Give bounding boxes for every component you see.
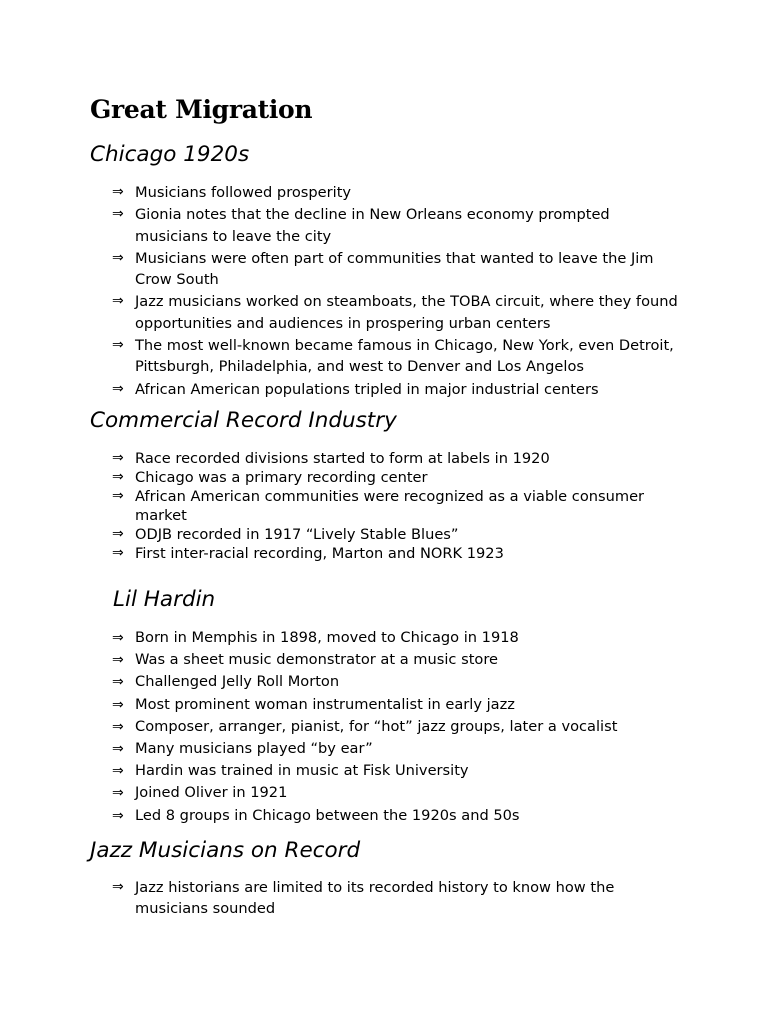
double-arrow-bullet-icon: ⇒ — [112, 741, 124, 758]
list-item: ⇒ Many musicians played “by ear” — [112, 738, 678, 760]
double-arrow-bullet-icon: ⇒ — [112, 380, 124, 397]
section-heading-jazz-musicians-on-record: Jazz Musicians on Record — [90, 838, 361, 863]
section-heading-lil-hardin: Lil Hardin — [113, 587, 216, 612]
double-arrow-bullet-icon: ⇒ — [112, 718, 124, 735]
section-list-commercial-record-industry — [112, 449, 678, 563]
list-item: ⇒ Challenged Jelly Roll Morton — [112, 671, 678, 693]
double-arrow-bullet-icon: ⇒ — [112, 526, 124, 542]
list-item: ⇒ Jazz musicians worked on steamboats, the TOBA circuit, where they found opportunities and audiences in prospering urban centers — [112, 293, 678, 332]
list-item: ⇒ Race recorded divisions started to form at labels in 1920 — [112, 450, 550, 467]
list-item: ⇒ Musicians followed prosperity — [112, 182, 678, 203]
list-item: ⇒ Musicians were often part of communities that wanted to leave the Jim Crow South — [112, 249, 654, 289]
section-list-lil-hardin — [112, 627, 678, 827]
section-list-jazz-musicians-on-record — [112, 877, 678, 921]
double-arrow-bullet-icon: ⇒ — [112, 293, 124, 310]
double-arrow-bullet-icon: ⇒ — [112, 488, 124, 504]
list-item: ⇒ Most prominent woman instrumentalist in early jazz — [112, 694, 678, 716]
double-arrow-bullet-icon: ⇒ — [112, 545, 124, 561]
list-item: ⇒ First inter-racial recording, Marton and NORK 1923 — [112, 545, 504, 562]
double-arrow-bullet-icon: ⇒ — [112, 807, 124, 824]
double-arrow-bullet-icon: ⇒ — [112, 249, 124, 266]
double-arrow-bullet-icon: ⇒ — [112, 652, 124, 669]
double-arrow-bullet-icon: ⇒ — [112, 469, 124, 485]
page-title: Great Migration — [90, 95, 313, 124]
double-arrow-bullet-icon: ⇒ — [112, 450, 124, 466]
double-arrow-bullet-icon: ⇒ — [112, 696, 124, 713]
list-item: ⇒ Joined Oliver in 1921 — [112, 782, 678, 804]
section-heading-commercial-record-industry: Commercial Record Industry — [90, 408, 397, 433]
list-item: ⇒ Led 8 groups in Chicago between the 1920s and 50s — [112, 805, 678, 827]
list-item: ⇒ Chicago was a primary recording center — [112, 469, 428, 486]
list-item: ⇒ Gionia notes that the decline in New Orleans economy prompted musicians to leave the city — [112, 206, 610, 245]
double-arrow-bullet-icon: ⇒ — [112, 785, 124, 802]
list-item: ⇒ Composer, arranger, pianist, for “hot” jazz groups, later a vocalist — [112, 716, 678, 738]
list-item: ⇒ The most well-known became famous in Chicago, New York, even Detroit, Pittsburgh, Philadelphia, and west to Denver and Los Angelos — [112, 337, 674, 376]
double-arrow-bullet-icon: ⇒ — [112, 674, 124, 691]
list-item: ⇒ African American communities were recognized as a viable consumer market — [112, 488, 645, 524]
list-item: ⇒ Hardin was trained in music at Fisk University — [112, 760, 678, 782]
list-item: ⇒ African American populations tripled in major industrial centers — [112, 379, 678, 400]
double-arrow-bullet-icon: ⇒ — [112, 337, 124, 354]
double-arrow-bullet-icon: ⇒ — [112, 630, 124, 646]
list-item: ⇒ Jazz historians are limited to its recorded history to know how the musicians sounded — [112, 879, 615, 918]
double-arrow-bullet-icon: ⇒ — [112, 206, 124, 223]
list-item: ⇒ Born in Memphis in 1898, moved to Chicago in 1918 — [112, 627, 678, 649]
section-list-chicago-1920s — [112, 182, 678, 401]
list-item: ⇒ ODJB recorded in 1917 “Lively Stable Blues” — [112, 526, 459, 543]
list-item: ⇒ Was a sheet music demonstrator at a music store — [112, 649, 678, 671]
double-arrow-bullet-icon: ⇒ — [112, 879, 124, 895]
double-arrow-bullet-icon: ⇒ — [112, 184, 124, 200]
section-heading-chicago-1920s: Chicago 1920s — [90, 142, 250, 167]
double-arrow-bullet-icon: ⇒ — [112, 763, 124, 780]
